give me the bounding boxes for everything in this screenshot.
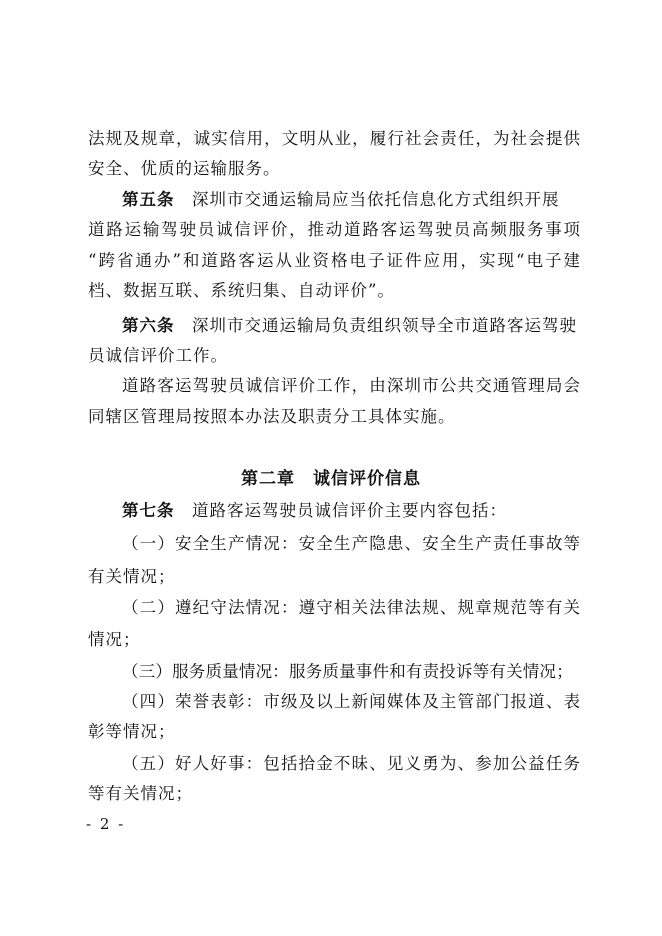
article-5 — [122, 188, 560, 212]
list-item-line: 有关情况； — [88, 567, 176, 586]
paragraph-line: 档、数据互联、系统归集、自动评价”。 — [88, 281, 395, 300]
article-6-title: 第六条 — [122, 316, 175, 335]
article-6 — [122, 314, 577, 338]
page-number: - 2 - — [86, 815, 126, 833]
article-5-title: 第五条 — [122, 190, 175, 209]
article-7 — [122, 499, 507, 523]
paragraph-line: 道路运输驾驶员诚信评价，推动道路客运驾驶员高频服务事项 — [88, 220, 580, 239]
list-item-line: （五）好人好事：包括拾金不昧、见义勇为、参加公益任务 — [122, 754, 580, 773]
paragraph-line: “跨省通办”和道路客运从业资格电子证件应用，实现“电子建 — [88, 251, 580, 270]
paragraph-line: 法规及规章，诚实信用，文明从业，履行社会责任，为社会提供 — [88, 129, 580, 148]
list-item-line: 情况； — [88, 630, 141, 649]
paragraph-line: 安全、优质的运输服务。 — [88, 159, 281, 178]
list-item-line: 等有关情况； — [88, 784, 193, 803]
list-item-line: 彰等情况； — [88, 722, 176, 741]
article-7-text: 道路客运驾驶员诚信评价主要内容包括： — [192, 501, 507, 520]
list-item-line: （三）服务质量情况：服务质量事件和有责投诉等有关情况； — [122, 662, 573, 681]
paragraph-line: 道路客运驾驶员诚信评价工作，由深圳市公共交通管理局会 — [122, 376, 580, 395]
paragraph-line: 员诚信评价工作。 — [88, 346, 228, 365]
paragraph-line: 同辖区管理局按照本办法及职责分工具体实施。 — [88, 407, 456, 426]
article-5-text: 深圳市交通运输局应当依托信息化方式组织开展 — [192, 190, 560, 209]
list-item-line: （一）安全生产情况：安全生产隐患、安全生产责任事故等 — [122, 534, 580, 553]
article-6-text: 深圳市交通运输局负责组织领导全市道路客运驾驶 — [192, 316, 577, 335]
list-item-line: （二）遵纪守法情况：遵守相关法律法规、规章规范等有关 — [122, 598, 580, 617]
article-7-title: 第七条 — [122, 501, 175, 520]
list-item-line: （四）荣誉表彰：市级及以上新闻媒体及主管部门报道、表 — [122, 692, 580, 711]
chapter-heading: 第二章 诚信评价信息 — [241, 469, 421, 489]
